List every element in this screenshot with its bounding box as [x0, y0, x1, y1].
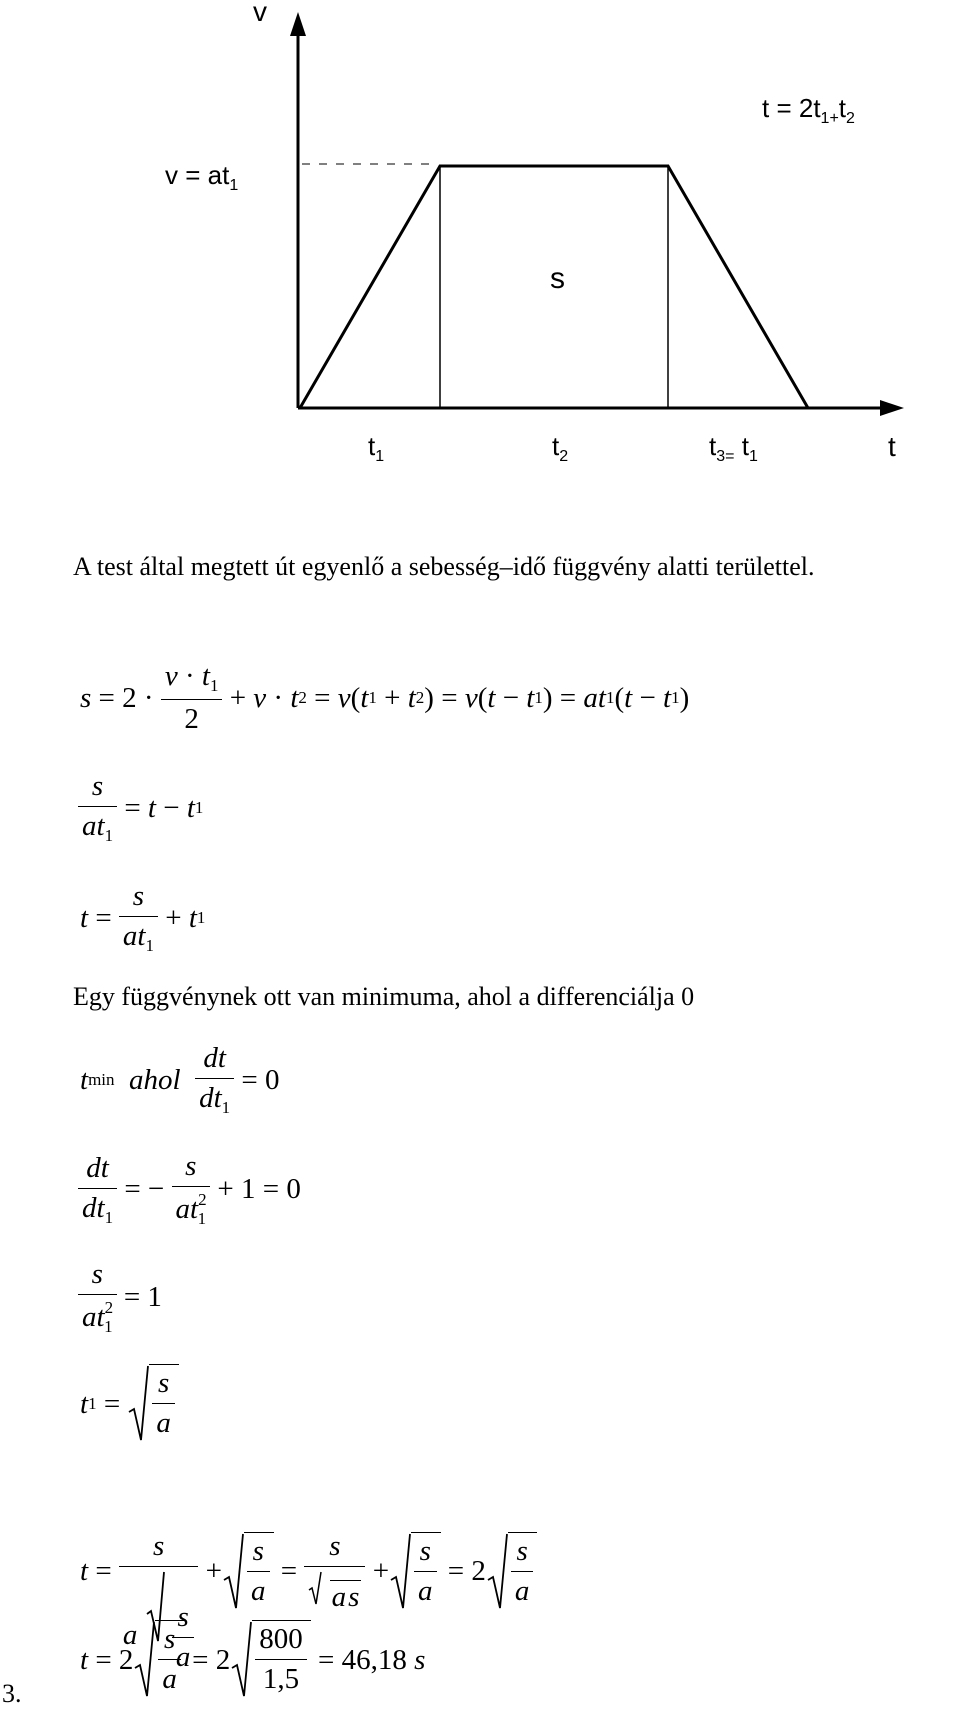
problem-number: 3.: [2, 1679, 22, 1708]
fraction-s-over-at1sq: $\frac{s}{at^2_1}$: [172, 1150, 211, 1229]
sqrt-s-over-a-d: $\frac{s}{a}$: [486, 1532, 538, 1612]
radical-sign: [222, 1532, 244, 1612]
sqrt-s-over-a: $\frac{s}{a}$: [127, 1364, 179, 1444]
axis-label-v: v: [253, 0, 267, 27]
fraction-s-over-a-sqrt: s a $\frac{s}{a}$: [119, 1530, 199, 1674]
max-velocity-formula: $v = at_1$: [165, 160, 239, 194]
total-time-formula: $t = 2t_{1+}t_2$: [762, 93, 855, 127]
fraction-s-over-sqrt-as: $\frac{s}{as}$: [304, 1530, 365, 1614]
equation-t1-root: t 1 = $\frac{s}{a}$: [80, 1364, 179, 1444]
radical-sign: [127, 1364, 149, 1444]
equation-t-minimum: t = s a $\frac{s}{a}$ + $\frac{s}{a}$ = $\frac{s}{as}$ + $\frac{s}{a}$ = 2 $\frac{s}{a}$: [80, 1470, 537, 1674]
sqrt-s-over-a-c: $\frac{s}{a}$: [389, 1532, 441, 1612]
area-label-s: s: [550, 262, 565, 295]
minimum-explanation: Egy függvénynek ott van minimuma, ahol a differenciálja 0: [73, 982, 695, 1011]
tick-t3: $t_{3=}$ $t_1$: [709, 431, 758, 465]
radical-sign: [486, 1532, 508, 1612]
equation-tmin: t min ahol $\frac{dt}{dt_1}$ = 0: [80, 1042, 280, 1117]
axis-label-t: t: [888, 431, 896, 462]
fraction-s-over-at1sq-b: $\frac{s}{at^2_1}$: [78, 1258, 117, 1337]
sqrt-800-over-1-5: $\frac{800}{1,5}$: [230, 1620, 311, 1700]
area-explanation: A test által megtett út egyenlő a sebesség–idő függvény alatti területtel.: [73, 552, 815, 581]
t-axis-arrow: [880, 400, 904, 416]
radical-sign: [230, 1620, 252, 1700]
sqrt-s-over-a-e: $\frac{s}{a}$: [133, 1620, 185, 1700]
fraction-dt-over-dt1-b: $\frac{dt}{dt_1}$: [78, 1152, 117, 1228]
v-axis-arrow: [290, 12, 306, 36]
equation-unity: $\frac{s}{at^2_1}$ = 1: [78, 1258, 162, 1337]
sqrt-s-over-a-b: $\frac{s}{a}$: [222, 1532, 274, 1612]
equation-numeric-result: t = 2 $\frac{s}{a}$ = 2 $\frac{800}{1,5}$ = 46,18 s: [80, 1620, 425, 1700]
tick-t1: $t_1$: [368, 431, 385, 465]
radical-sign: [133, 1620, 155, 1700]
velocity-time-graph: [0, 0, 960, 470]
fraction-dt-over-dt1: $\frac{dt}{dt_1}$: [195, 1042, 234, 1118]
equation-derivative: $\frac{dt}{dt_1}$ = − $\frac{s}{at^2_1}$ + 1 = 0: [78, 1150, 301, 1229]
equation-distance: s = 2 · $v \cdot t_1$ 2 + v · t 2 = v ( t 1 + t 2 ) = v ( t − t 1 ) = at 1 ( t − t 1 ): [80, 660, 690, 735]
equation-total-time: t = $\frac{s}{at_1}$ + t 1: [80, 880, 206, 955]
radical-sign: [308, 1570, 322, 1606]
fraction-s-over-at1-b: $\frac{s}{at_1}$: [119, 880, 158, 956]
fraction-vt1-over-2: $v \cdot t_1$ 2: [161, 660, 223, 736]
tick-t2: $t_2$: [552, 431, 569, 465]
equation-rearranged: $\frac{s}{at_1}$ = t − t 1: [78, 770, 203, 846]
fraction-s-over-at1: $\frac{s}{at_1}$: [78, 770, 117, 846]
radical-sign: [389, 1532, 411, 1612]
